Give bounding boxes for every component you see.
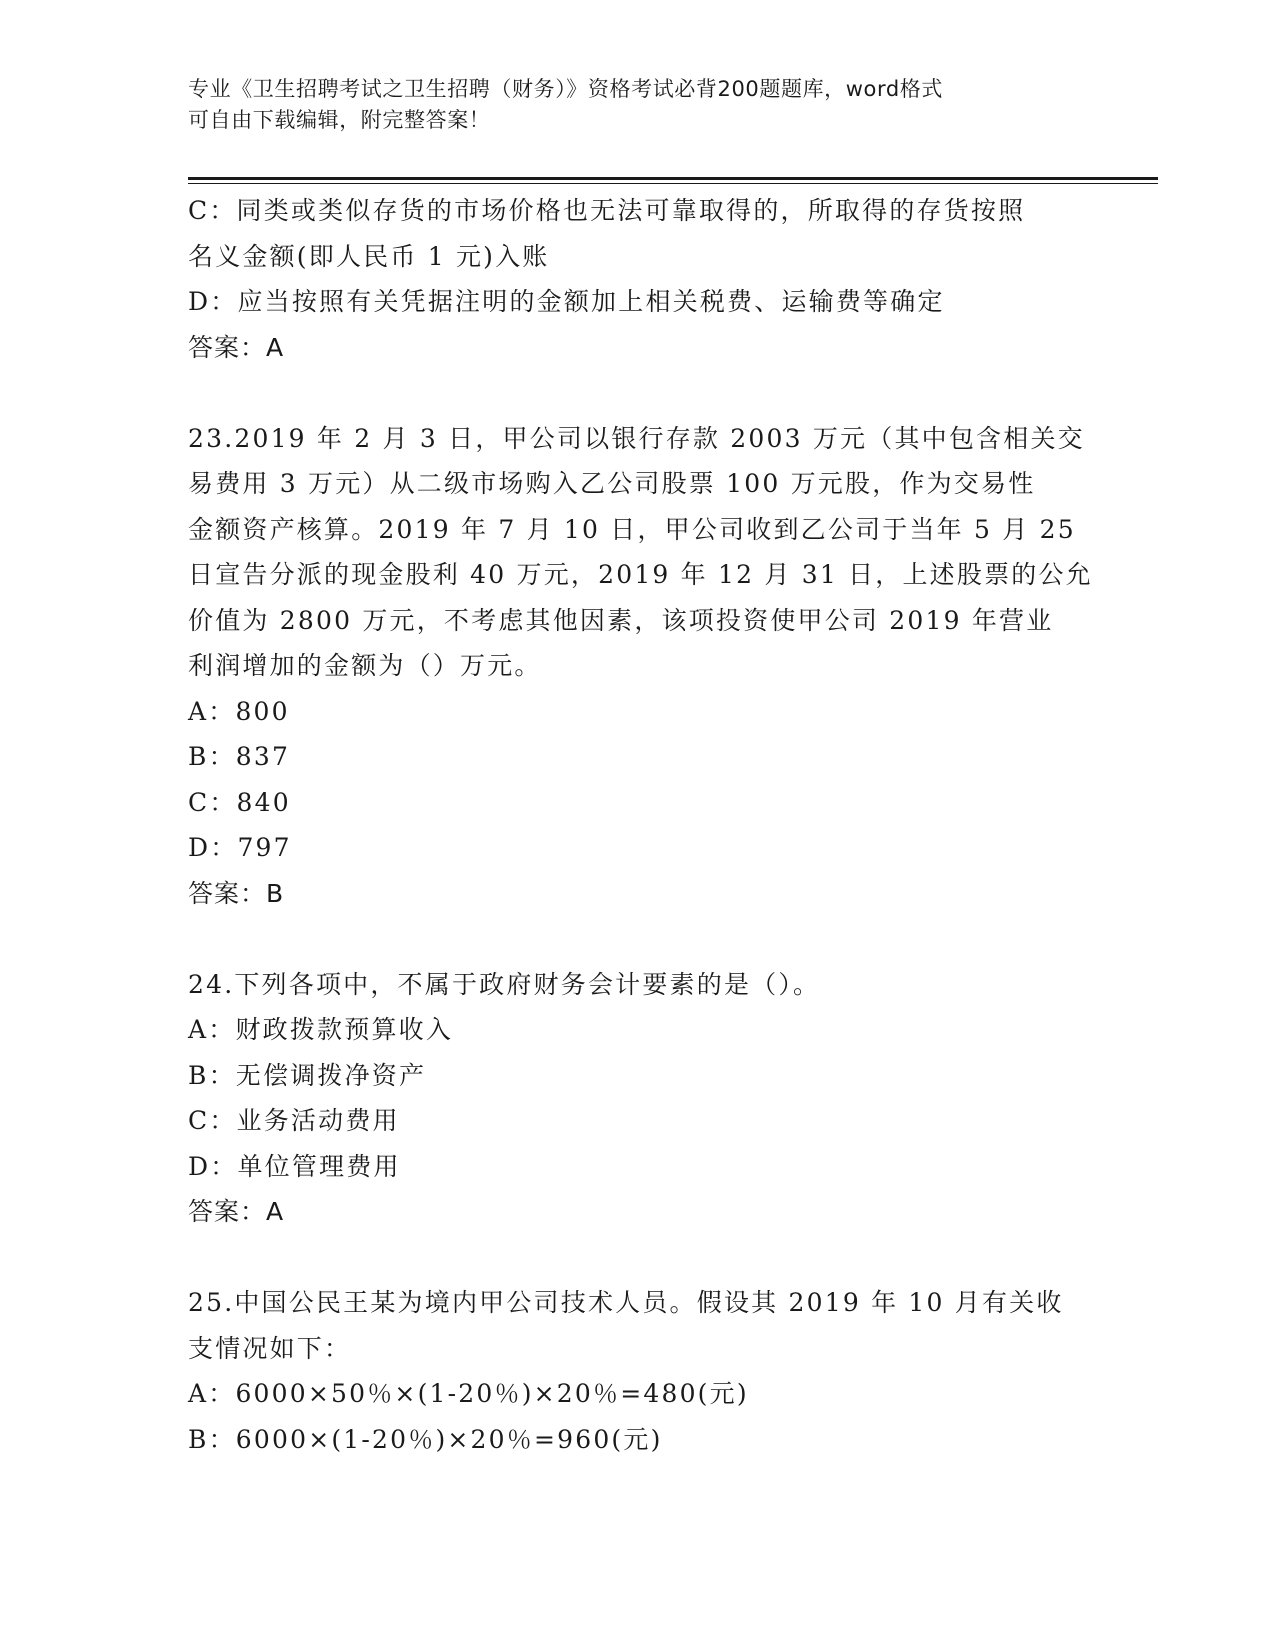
spacer — [188, 916, 1088, 962]
question-22 — [188, 188, 1088, 370]
option-a: A：6000×50％×(1-20％)×20％=480(元) — [188, 1379, 749, 1408]
header-divider-thick — [188, 177, 1158, 180]
header-line-2: 可自由下载编辑，附完整答案！ — [188, 108, 491, 132]
option-c: C：业务活动费用 — [188, 1106, 400, 1135]
spacer — [188, 1235, 1088, 1281]
option-b: B：837 — [188, 742, 291, 771]
spacer — [188, 370, 1088, 416]
option-a: A：800 — [188, 696, 290, 726]
question-stem-line: 利润增加的金额为（）万元。 — [188, 651, 542, 680]
question-stem: 24.下列各项中，不属于政府财务会计要素的是（）。 — [188, 969, 821, 999]
option-a: A：财政拨款预算收入 — [188, 1015, 454, 1044]
answer: 答案：A — [188, 1197, 285, 1226]
question-stem-line: 价值为 2800 万元，不考虑其他因素，该项投资使甲公司 2019 年营业 — [188, 605, 1054, 635]
question-content — [188, 188, 1093, 1462]
option-b: B：无偿调拨净资产 — [188, 1060, 427, 1090]
header-divider-thin — [188, 183, 1158, 184]
question-stem-line: 25.中国公民王某为境内甲公司技术人员。假设其 2019 年 10 月有关收 — [188, 1288, 1064, 1317]
answer: 答案：B — [188, 878, 285, 908]
option-d: D：单位管理费用 — [188, 1151, 401, 1181]
question-24 — [188, 962, 1088, 1235]
answer: 答案：A — [188, 332, 285, 362]
question-stem-line: 金额资产核算。2019 年 7 月 10 日，甲公司收到乙公司于当年 5 月 25 — [188, 514, 1076, 544]
question-23 — [188, 416, 1093, 917]
question-25 — [188, 1280, 1088, 1462]
option-b: B：6000×(1-20％)×20％=960(元) — [188, 1424, 663, 1454]
option-d: D：应当按照有关凭据注明的金额加上相关税费、运输费等确定 — [188, 287, 945, 316]
question-stem-line: 易费用 3 万元）从二级市场购入乙公司股票 100 万元股，作为交易性 — [188, 469, 1036, 498]
document-header — [188, 74, 1088, 136]
question-stem-line: 支情况如下： — [188, 1333, 352, 1363]
question-stem-line: 23.2019 年 2 月 3 日，甲公司以银行存款 2003 万元（其中包含相关交 — [188, 423, 1085, 453]
option-c: C：同类或类似存货的市场价格也无法可靠取得的，所取得的存货按照 — [188, 196, 1026, 225]
question-stem-line: 日宣告分派的现金股利 40 万元，2019 年 12 月 31 日，上述股票的公允 — [188, 560, 1093, 589]
option-d: D：797 — [188, 833, 292, 862]
option-c: C：840 — [188, 787, 291, 817]
option-c-continued: 名义金额(即人民币 1 元)入账 — [188, 241, 550, 271]
header-line-1: 专业《卫生招聘考试之卫生招聘（财务）》资格考试必背200题题库，word格式 — [188, 77, 943, 101]
